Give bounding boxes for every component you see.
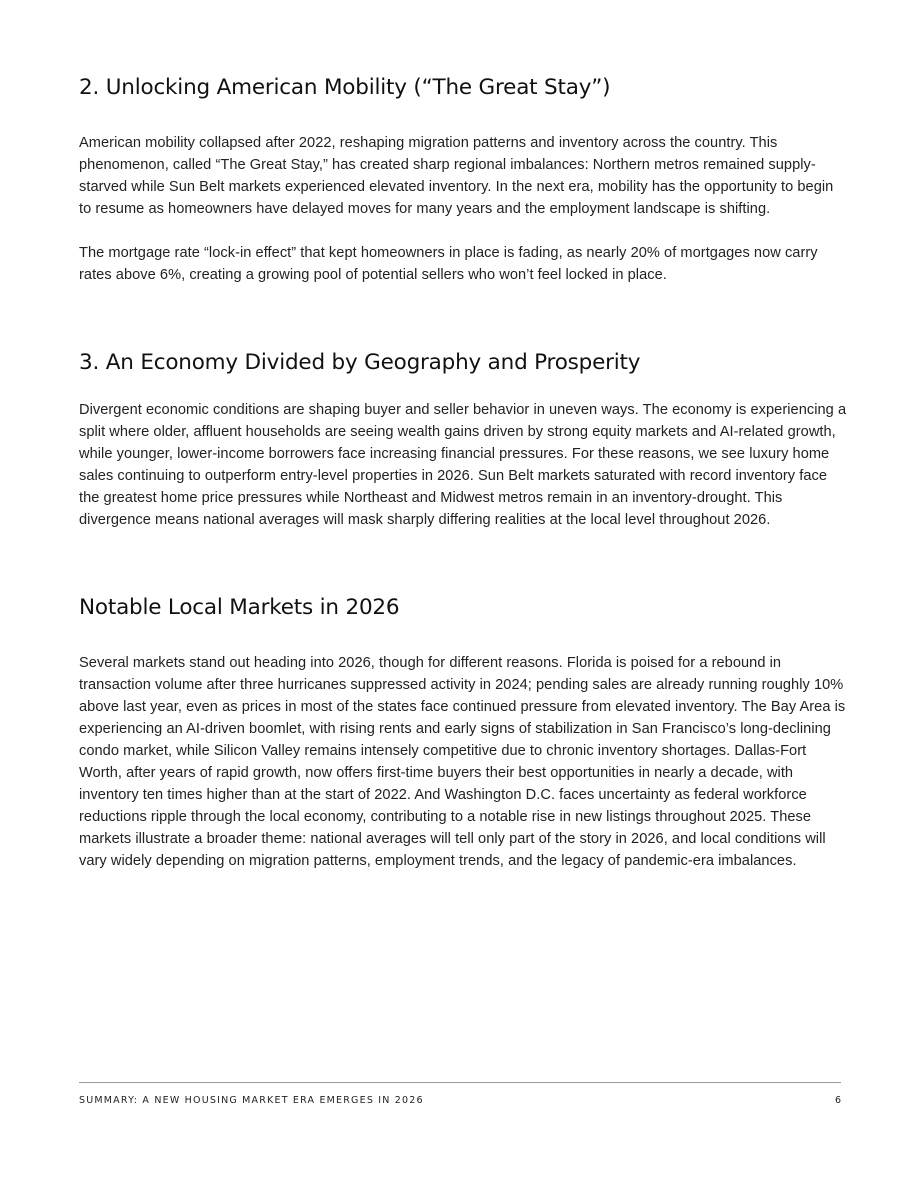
document-page bbox=[79, 0, 847, 1183]
paragraph: Several markets stand out heading into 2026, though for different reasons. Florida is poised for a rebound in transaction volume after three hurricanes suppressed activity in 2024; pending sales are already running roughly 10% above last year, even as prices in most of the states face continued pressure from elevated inventory. The Bay Area is experiencing an AI-driven boomlet, with rising rents and early signs of stabilization in San Francisco’s long-declining condo market, while Silicon Valley remains intensely competitive due to chronic inventory shortages. Dallas-Fort Worth, after years of rapid growth, now offers first-time buyers their best opportunities in nearly a decade, with inventory ten times higher than at the start of 2022. And Washington D.C. faces uncertainty as federal workforce reductions ripple through the local economy, contributing to a notable rise in new listings throughout 2025. These markets illustrate a broader theme: national averages will tell only part of the story in 2026, and local conditions will vary widely depending on migration patterns, employment trends, and the legacy of pandemic-era imbalances. bbox=[79, 655, 846, 869]
section-notable-local-markets bbox=[79, 594, 849, 872]
paragraph: Divergent economic conditions are shaping buyer and seller behavior in uneven ways. The economy is experiencing a split where older, affluent households are seeing wealth gains driven by strong equity markets and AI-related growth, while younger, lower-income borrowers face increasing financial pressures. For these reasons, we see luxury home sales continuing to outperform entry-level properties in 2026. Sun Belt markets saturated with record inventory face the greatest home price pressures while Northeast and Midwest metros remain in an inventory-drought. This divergence means national averages will mask sharply differing realities at the local level throughout 2026. bbox=[79, 402, 847, 528]
section-unlocking-mobility bbox=[79, 74, 849, 286]
paragraph: The mortgage rate “lock-in effect” that kept homeowners in place is fading, as nearly 20% of mortgages now carry rates above 6%, creating a growing pool of potential sellers who won’t feel locked in place. bbox=[79, 245, 818, 283]
section-heading: 3. An Economy Divided by Geography and Prosperity bbox=[79, 350, 641, 375]
page-number: 6 bbox=[834, 1095, 841, 1106]
footer-divider bbox=[79, 1082, 841, 1083]
section-economy-divided bbox=[79, 349, 849, 531]
paragraph: American mobility collapsed after 2022, reshaping migration patterns and inventory across the country. This phenomenon, called “The Great Stay,” has created sharp regional imbalances: Northern metros remained supply-starved while Sun Belt markets experienced elevated inventory. In the next era, mobility has the opportunity to begin to resume as homeowners have delayed moves for many years and the employment landscape is shifting. bbox=[79, 135, 834, 217]
section-heading: Notable Local Markets in 2026 bbox=[79, 595, 400, 620]
footer-title: SUMMARY: A NEW HOUSING MARKET ERA EMERGES IN 2026 bbox=[79, 1095, 424, 1106]
section-heading: 2. Unlocking American Mobility (“The Great Stay”) bbox=[79, 75, 611, 100]
